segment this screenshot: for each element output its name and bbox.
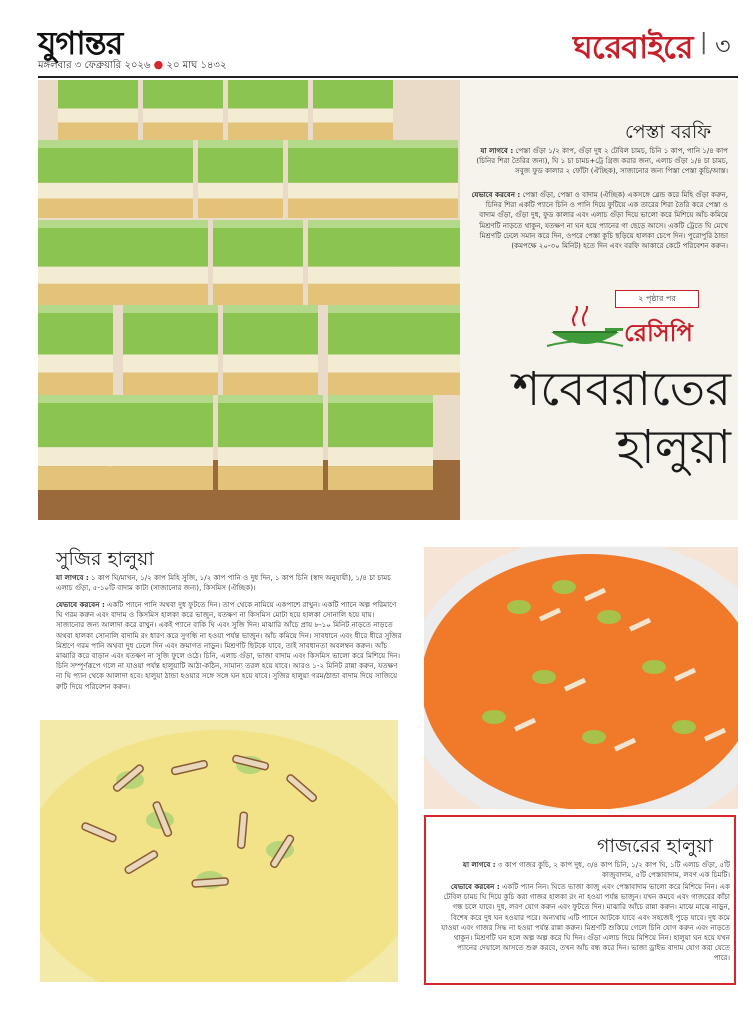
gajar-ing-label: যা লাগবে : [462,860,496,869]
pistachio-piece [552,580,576,594]
pistachio-piece [597,610,621,624]
barfi-piece [393,220,460,305]
pesta-ing-label: যা লাগবে : [480,146,514,155]
barfi-piece [118,220,208,305]
barfi-piece [143,80,223,140]
masthead: যুগান্তর [38,24,123,62]
suji-ing-text: ১ কাপ ঘি/মাখন, ১/২ কাপ মিহি সুজি, ১/২ কাপ পানি ও দুধ দিন, ১ কাপ চিনি (স্বাদ অনুযায়ী), ১/৪ চা চামচ এলাচ গুঁড়া, ৫-১০টি বাদাম কাটা (সাজানোর জন্য), কিসমিস (ঐচ্ছিক)। [56,573,392,593]
barfi-piece [38,220,118,305]
barfi-piece [228,80,308,140]
date-separator: ● [153,58,164,71]
pistachio-piece [482,710,506,724]
barfi-piece [328,395,433,490]
pistachio-piece [582,730,606,744]
pistachio-piece [672,720,696,734]
pesta-method-label: যেভাবে করবেন : [471,190,521,199]
gajar-ing-text: ৩ কাপ গাজর কুচি, ২ কাপ দুধ, ৩/৪ কাপ চিনি, ১/২ কাপ ঘি, ১টি এলাচ গুঁড়া, ৫টি কাজুবাদাম, ৫টি পেস্তাবাদাম, লবণ এক চিমটি। [497,860,730,880]
almond-sliver [192,878,228,887]
pesta-ingredients [470,146,728,177]
recipe-logo-text: রেসিপি [624,318,693,347]
suji-ing-label: যা লাগবে : [56,573,89,582]
pesta-ing-text: পেস্তা গুঁড়া ১/২ কাপ, গুঁড়া দুধ ২ টেবিল চামচ, চিনি ১ কাপ, পানি ১/৪ কাপ (চিনির শিরা তৈরির জন্য), ঘি ১ চা চামচ+ট্রে গ্রিজ করার জন্য, এলাচ গুঁড়া ১/৪ চা চামচ, সবুজ ফুড কালার ২ ফোঁটা (ঐচ্ছিক), সাজানোর জন্য পিস্তা পেস্তা কুচি/আস্ত। [476,146,728,176]
section-title: ঘরেবাইরে [573,28,693,66]
gajar-ingredients [440,860,730,880]
pesta-heading: পেস্তা বরফি [625,121,712,143]
gajar-method-label: যেভাবে করবেন : [450,882,500,891]
barfi-piece [58,80,138,140]
barfi-piece [108,140,193,218]
pistachio-piece [532,670,556,684]
barfi-piece [123,305,218,395]
page-number: ৩ [715,32,731,60]
steaming-bowl-icon [545,306,625,354]
date-text: মঙ্গলবার ৩ ফেব্রুয়ারি ২০২৬ [38,60,151,71]
main-title-line-2: হালুয়া [616,420,731,475]
date-text-bangla: ২০ মাঘ ১৪৩২ [166,60,227,71]
header-separator: | [700,30,708,55]
suji-method-text: একটি প্যানে পানি অথবা দুধ ফুটতে দিন। তাপ থেকে নামিয়ে একপাশে রাখুন। একটি প্যানে অল্প পরিমাণে ঘি গরম করুন এবং বাদাম ও কিসমিস হালকা করে ভাজুন, যতক্ষণ না কিসমিস মোটা হয়ে হালকা সোনালি হয়ে যায়। সাজানোর জন্য আলাদা করে রাখুন। একই প্যানে বাকি ঘি এবং সুজি দিন। মাঝারি আঁচে প্রায় ৮-১০ মিনিট নাড়তে নাড়তে অথবা হালকা সোনালি বাদামি রং ধারণ করে সুগন্ধি না হওয়া পর্যন্ত ভাজুন। আঁচ কমিয়ে দিন। সাবধানে এবং ধীরে ধীরে সুজির মিশ্রণে গরম পানি অথবা দুধ ঢেলে দিন এবং ক্রমাগত নাড়ুন। মিশ্রণটি ছিটকে যাবে, তাই সাবধানতা অবলম্বন করুন। আঁচ মাঝারি করে বাড়ান এবং যতক্ষণ না সুজি ফুলে ওঠে। চিনি, এলাচ গুঁড়া, ভাজা বাদাম এবং কিসমিস ভালো করে মিশিয়ে দিন। চিনি সম্পূর্ণরূপে গলে না যাওয়া পর্যন্ত হালুয়াটি আঠা-কঠিন, সামান্য তরল হয়ে যাবে। আরও ১-২ মিনিট রান্না করুন, যতক্ষণ না ঘি প্যান থেকে আলাদা হবে। হালুয়া ঠান্ডা হওয়ার সঙ্গে সঙ্গে ঘন হয়ে যাবে। সুজির হালুয়া গরম/ঠান্ডা বাদাম দিয়ে সাজিয়ে রুটি দিয়ে পরিবেশন করুন। [56,600,402,691]
barfi-piece [288,140,373,218]
barfi-piece [373,140,458,218]
barfi-piece [313,80,393,140]
pistachio-piece [507,600,531,614]
suji-method-label: যেভাবে করবেন : [56,600,105,609]
gajar-method-text: একটি প্যান নিন। ঘিতে ভাজা কাজু এবং পেস্তাবাদাম ভালো করে মিশিয়ে নিন। এক টেবিল চামচ ঘি দিয়ে কুচি করা গাজর হালকা রং না হওয়া পর্যন্ত ভাজুন। যখন কমবে এবং গাজরের কাঁচা গন্ধ চলে যাবে। দুধ, লবণ যোগ করুন এবং ফুটতে দিন। মাঝারি আঁচে রান্না করুন। মাঝে মাঝে নাড়ুন, বিশেষ করে দুধ ঘন হওয়ার পরে। অন্যথায় এটি প্যানে আটকে যাবে এবং সহজেই পুড়ে যাবে। দুধ কমে যাওয়া এবং গাজর সিদ্ধ না হওয়া পর্যন্ত রান্না করুন। মিশ্রণটি শুকিয়ে গেলে চিনি যোগ করুন এবং নাড়তে থাকুন। মিশ্রণটি ঘন হলে অল্প অল্প করে ঘি দিন। গুঁড়া এলাচ দিয়ে মিশিয়ে নিন। হালুয়া ঘন হয়ে যখন প্যানের দেয়ালে আসতে শুরু করবে, তখন আঁচ বন্ধ করে দিন। ভাজা ড্রাইভ বাদাম যোগ করা যেতে পারে। [441,882,730,963]
barfi-piece [418,305,460,395]
suji-method [56,600,404,692]
barfi-piece [223,305,318,395]
barfi-photo [38,80,460,520]
barfi-piece [198,140,283,218]
barfi-piece [308,220,398,305]
dateline [38,58,226,75]
gajar-heading: গাজরের হালুয়া [597,835,713,857]
gajar-photo [424,547,738,809]
continued-from-page: ২ পৃষ্ঠার পর [615,290,699,308]
barfi-piece [38,305,113,395]
suji-ingredients [56,573,404,593]
barfi-piece [213,220,303,305]
suji-photo [40,720,398,982]
barfi-piece [328,305,423,395]
header-rule [38,76,738,78]
barfi-piece [218,395,323,490]
barfi-piece [38,395,113,490]
barfi-piece [108,395,213,490]
gajar-method [440,882,730,964]
suji-heading: সুজির হালুয়া [56,548,154,570]
pesta-method-text: পেস্তা গুঁড়া, পেস্তা ও বাদাম (ঐচ্ছিক) একসঙ্গে ব্লেন্ড করে মিহি গুঁড়া করুন, চিনির শিরা একটি প্যানে চিনি ও পানি দিয়ে ফুটিয়ে এক তারের শিরা তৈরি করে পেস্তা ও বাদাম গুঁড়া, গুঁড়া দুধ, ফুড কালার এবং এলাচ গুঁড়া দিয়ে ভালো করে মিশিয়ে আঁচ কমিয়ে মিশ্রণটি নাড়তে থাকুন, যতক্ষণ না ঘন হয়ে প্যানের গা ছেড়ে আসে। একটি ট্রেতে ঘি মেখে মিশ্রণটি ঢেলে সমান করে দিন, ওপরে পেস্তা কুচি ছড়িয়ে হালকা চেপে দিন। পুরোপুরি ঠান্ডা (কমপক্ষে ২০-৩০ মিনিট) হতে দিন এবং বরফি আকারে কেটে পরিবেশন করুন। [479,190,728,251]
main-title-line-1: শবেবরাতের [512,362,731,417]
pesta-method [470,190,728,251]
pistachio-piece [642,660,666,674]
